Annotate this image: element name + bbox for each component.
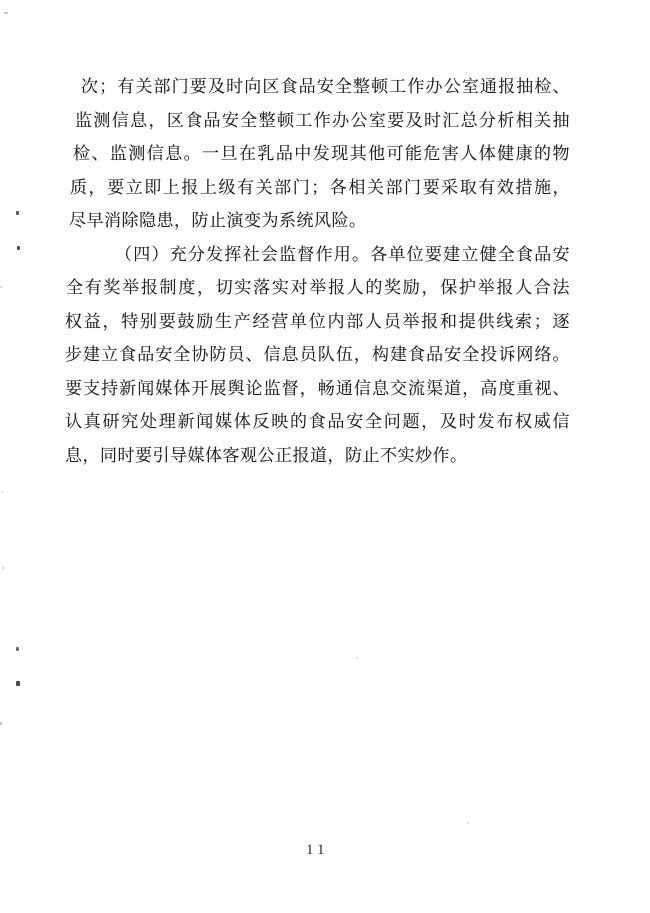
scan-speck <box>1 491 3 493</box>
text-line: 检、监测信息。一旦在乳品中发现其他可能危害人体健康的物 <box>73 144 570 163</box>
document-body <box>65 70 570 472</box>
scan-speck <box>356 657 358 659</box>
paragraph-section-4 <box>65 238 570 473</box>
text-line: 权益，特别要鼓励生产经营单位内部人员举报和提供线索；逐 <box>65 311 570 331</box>
text-line: 监测信息，区食品安全整顿工作办公室要及时汇总分析相关抽 <box>75 110 570 130</box>
text-line: 步建立食品安全协防员、信息员队伍，构建食品安全投诉网络。 <box>65 345 570 364</box>
text-line: 要支持新闻媒体开展舆论监督，畅通信息交流渠道，高度重视、 <box>65 378 570 398</box>
text-line: 息，同时要引导媒体客观公正报道，防止不实炒作。 <box>65 445 468 465</box>
text-line: 次；有关部门要及时向区食品安全整顿工作办公室通报抽检、 <box>81 77 570 96</box>
paragraph-continued <box>65 70 570 238</box>
scan-speck <box>2 567 4 569</box>
scan-speck <box>16 211 19 215</box>
text-line: 质，要立即上报上级有关部门；各相关部门要采取有效措施， <box>70 177 570 197</box>
scan-speck <box>16 681 20 686</box>
scan-speck <box>467 822 469 824</box>
scan-speck <box>0 722 2 725</box>
scan-speck <box>17 246 20 250</box>
scan-speck <box>16 647 19 651</box>
text-line: 认真研究处理新闻媒体反映的食品安全问题，及时发布权威信 <box>65 412 570 431</box>
scan-speck <box>0 286 2 288</box>
scan-speck <box>4 12 8 14</box>
text-line: 全有奖举报制度，切实落实对举报人的奖励，保护举报人合法 <box>66 278 570 297</box>
text-line: （四）充分发挥社会监督作用。各单位要建立健全食品安 <box>115 244 570 264</box>
text-line: 尽早消除隐患，防止演变为系统风险。 <box>69 211 367 230</box>
page-number: 11 <box>306 842 329 858</box>
